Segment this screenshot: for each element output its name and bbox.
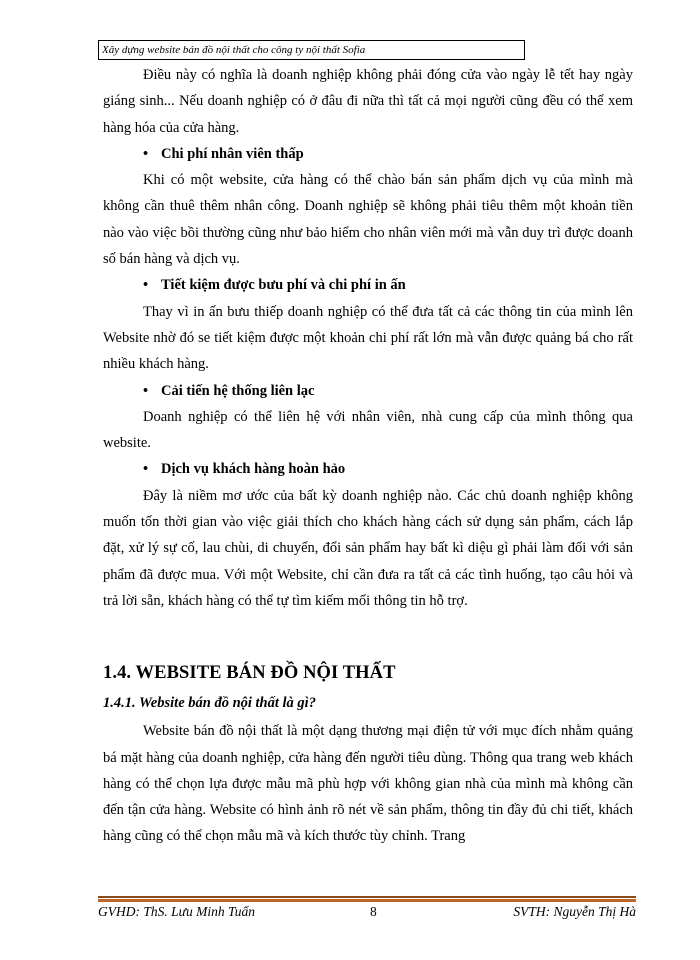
bullet-text: Chi phí nhân viên thấp xyxy=(161,145,304,162)
subsection-heading: 1.4.1. Website bán đồ nội thất là gì? xyxy=(103,695,316,712)
section-heading: 1.4. WEBSITE BÁN ĐỒ NỘI THẤT xyxy=(103,663,396,684)
bullet-heading xyxy=(103,141,633,167)
footer-student: SVTH: Nguyễn Thị Hà xyxy=(513,904,636,919)
paragraph: Website bán đồ nội thất là một dạng thương mại điện tử với mục đích nhằm quảng bá mặt hàng của doanh nghiệp, cửa hàng đến người tiêu dùng. Thông qua trang web khách hàng có thể chọn lựa được mẫu mã phù hợp với không gian nhà của mình mà không cần đến tận cửa hàng. Website có hình ảnh rõ nét về sản phẩm, thông tin đầy đủ chi tiết, khách hàng cũng có thể chọn mẫu mã và kích thước tùy chỉnh. Trang xyxy=(103,723,633,845)
bullet-heading xyxy=(103,272,633,298)
bullet-heading xyxy=(103,378,633,404)
bullet-icon: • xyxy=(143,461,149,478)
running-header: Xây dựng website bán đồ nội thất cho công ty nội thất Sofia xyxy=(98,40,525,60)
footer-advisor: GVHD: ThS. Lưu Minh Tuấn xyxy=(98,904,256,919)
paragraph: Đây là niềm mơ ước của bất kỳ doanh nghiệp nào. Các chủ doanh nghiệp không muốn tốn thời gian vào việc giải thích cho khách hàng cách sử dụng sản phẩm, cách lắp đặt, xử lý sự cố, lau chùi, di chuyển, đổi sản phẩm hay bất kì diệu gì phải làm đối với sản phẩm đã được mua. Với một Website, chỉ cần đưa ra tất cả các tình huống, tạo câu hỏi và trả lời sẵn, khách hàng có thể tự tìm kiếm mối thông tin hỗ trợ. xyxy=(103,487,633,609)
bullet-text: Cải tiến hệ thống liên lạc xyxy=(161,382,315,399)
bullet-icon: • xyxy=(143,145,149,162)
bullet-icon: • xyxy=(143,277,149,294)
page-body xyxy=(103,62,633,850)
bullet-text: Tiết kiệm được bưu phí và chi phí in ấn xyxy=(161,277,406,294)
bullet-text: Dịch vụ khách hàng hoàn hảo xyxy=(161,461,346,478)
paragraph: Khi có một website, cửa hàng có thể chào bán sản phẩm dịch vụ của mình mà không cần thuê thêm nhân công. Doanh nghiệp sẽ không phải tiêu thêm một khoản tiền nào vào việc bồi thường cũng như bảo hiểm cho nhân viên mới mà vẫn duy trì được doanh số bán hàng và dịch vụ. xyxy=(103,172,633,268)
paragraph: Doanh nghiệp có thể liên hệ với nhân viên, nhà cung cấp của mình thông qua website. xyxy=(103,408,633,452)
paragraph: Điều này có nghĩa là doanh nghiệp không phải đóng cửa vào ngày lễ tết hay ngày giáng sinh... Nếu doanh nghiệp có ở đâu đi nữa thì tất cả mọi người cũng đều có thể xem hàng hóa của cửa hàng. xyxy=(103,67,633,136)
paragraph: Thay vì in ấn bưu thiếp doanh nghiệp có thể đưa tất cả các thông tin của mình lên Website nhờ đó se tiết kiệm được một khoản chi phí rất lớn mà vẫn được quảng bá cho rất nhiều khách hàng. xyxy=(103,303,633,373)
bullet-icon: • xyxy=(143,382,149,399)
bullet-heading xyxy=(103,456,633,482)
footer-rule-dark xyxy=(98,896,636,898)
page-footer xyxy=(98,902,636,922)
page-number: 8 xyxy=(370,904,377,919)
